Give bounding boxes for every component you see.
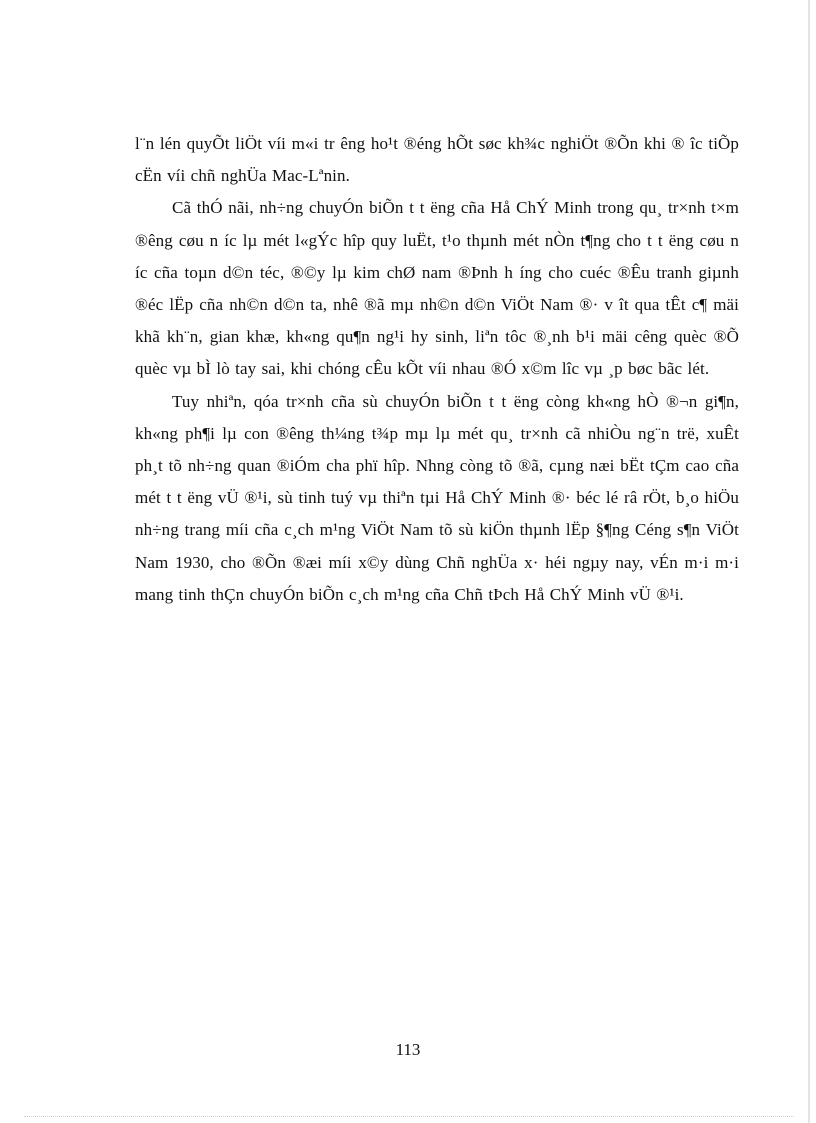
page-bottom-divider bbox=[24, 1116, 794, 1117]
page-number-text: 113 bbox=[395, 1040, 421, 1059]
paragraph-continuation: l¨n lén quyÕt liÖt víi m«i tr êng ho¹t ®éng hÕt søc kh¾c nghiÖt ®Õn khi ® îc tiÕp cËn víi chñ nghÜa Mac-Lªnin. bbox=[135, 134, 739, 186]
paragraph-however-process: Tuy nhiªn, qóa tr×nh cña sù chuyÓn biÕn t t ëng còng kh«ng hÒ ®¬n gi¶n, kh«ng ph¶i lµ con ®êng th¼ng t¾p mµ lµ mét qu¸ tr×nh cã nhiÒu ng¨n trë, xuÊt ph¸t tõ nh÷ng quan ®iÓm cha phï hîp. Nhng còng tõ ®ã, cµng næi bËt tÇm cao cña mét t t ëng vÜ ®¹i, sù tinh tuý vµ thiªn tµi Hå ChÝ Minh ®· béc lé râ rÖt, b¸o hiÖu nh÷ng trang míi cña c¸ch m¹ng ViÖt Nam tõ sù kiÖn thµnh lËp §¶ng Céng s¶n ViÖt Nam 1930, cho ®Õn ®æi míi x©y dùng Chñ nghÜa x· héi ngµy nay, vÉn m·i m·i mang tinh thÇn chuyÓn biÕn c¸ch m¹ng cña Chñ tÞch Hå ChÝ Minh vÜ ®¹i. bbox=[135, 391, 739, 604]
page-edge-divider bbox=[808, 0, 810, 1123]
paragraph-transformation-meaning: Cã thÓ nãi, nh÷ng chuyÓn biÕn t t ëng cña Hå ChÝ Minh trong qu¸ tr×nh t×m ®êng cøu n íc lµ mét l«gÝc hîp quy luËt, t¹o thµnh mét nÒn t¶ng cho t t ëng cøu n íc cña toµn d©n téc, ®©y lµ kim chØ nam ®Þnh h íng cho cuéc ®Êu tranh giµnh ®éc lËp cña nh©n d©n ta, nhê ®ã mµ nh©n d©n ViÖt Nam ®· v ît qua tÊt c¶ mäi khã kh¨n, gian khæ, kh«ng qu¶n ng¹i hy sinh, liªn tôc ®¸nh b¹i mäi cêng quèc ®Õ quèc vµ bÌ lò tay sai, khi chóng cÊu kÕt víi nhau ®Ó x©m lîc vµ ¸p bøc bãc lét. bbox=[135, 198, 739, 379]
body-text bbox=[135, 128, 739, 611]
